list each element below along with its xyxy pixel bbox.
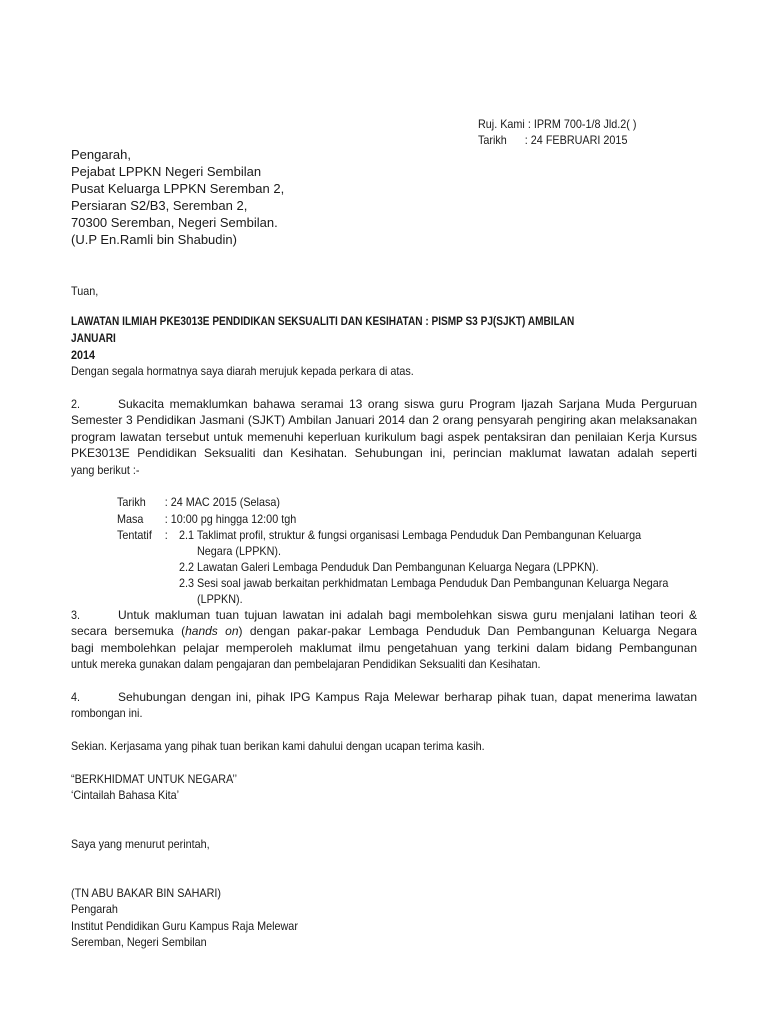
paragraph-line: program lawatan tersebut untuk memenuhi keperluan kurikulum bagi aspek pentaksiran dan penilaian Kerja Kursus	[71, 429, 697, 444]
closing-text: Sekian. Kerjasama yang pihak tuan berikan kami dahului dengan ucapan terima kasih.	[71, 739, 485, 753]
recipient-line: (U.P En.Ramli bin Shabudin)	[71, 232, 237, 247]
recipient-line: Persiaran S2/B3, Seremban 2,	[71, 198, 248, 213]
opening-text: Dengan segala hormatnya saya diarah merujuk kepada perkara di atas.	[71, 364, 414, 378]
signatory-title: Pengarah	[71, 902, 118, 917]
tentative-item: 2.3 Sesi soal jawab berkaitan perkhidmatan Lembaga Penduduk Dan Pembangunan Keluarga Negara	[179, 576, 669, 590]
paragraph-line: PKE3013E Pendidikan Seksualiti dan Kesihatan. Sehubungan ini, perincian maklumat lawatan adalah seperti	[71, 446, 697, 461]
date-line	[478, 132, 627, 148]
subject-line: 2014	[71, 348, 96, 362]
recipient-line: Pejabat LPPKN Negeri Sembilan	[71, 164, 262, 179]
detail-time-row	[117, 511, 296, 527]
detail-date-value: : 24 MAC 2015 (Selasa)	[164, 495, 280, 509]
signatory-name: (TN ABU BAKAR BIN SAHARI)	[71, 886, 222, 900]
emphasis-text: hands on	[185, 624, 239, 639]
signature-block	[71, 885, 298, 951]
paragraph-line: secara bersemuka (hands on) dengan pakar-pakar Lembaga Penduduk Dan Pembangunan Keluarga Negara	[71, 624, 697, 639]
recipient-line: Pengarah,	[71, 147, 131, 162]
paragraph-line: yang berikut :-	[71, 462, 140, 477]
paragraph-line: bagi membolehkan pelajar memperoleh maklumat ilmu pengetahuan yang terkini dalam bidang Pembangunan	[71, 640, 697, 655]
paragraph-3	[71, 607, 697, 673]
motto-line: “BERKHIDMAT UNTUK NEGARA’’	[71, 772, 238, 786]
paragraph-line: rombongan ini.	[71, 706, 143, 721]
paragraph-number: 4.	[71, 690, 81, 704]
detail-time-value: : 10:00 pg hingga 12:00 tgh	[164, 512, 297, 526]
date-value: : 24 FEBRUARI 2015	[524, 133, 628, 147]
tentative-item: 2.2 Lawatan Galeri Lembaga Penduduk Dan Pembangunan Keluarga Negara (LPPKN).	[179, 560, 599, 574]
recipient-address	[71, 146, 284, 248]
subject-heading	[71, 313, 697, 364]
paragraph-number: 2.	[71, 397, 81, 411]
detail-tentative-colon: :	[164, 528, 168, 542]
salutation: Tuan,	[71, 284, 99, 298]
detail-tentative-row	[117, 527, 168, 543]
reference-label: Ruj. Kami	[478, 117, 525, 131]
signoff-text: Saya yang menurut perintah,	[71, 837, 210, 851]
motto-line: ‘Cintailah Bahasa Kita’	[71, 788, 180, 802]
recipient-line: 70300 Seremban, Negeri Sembilan.	[71, 215, 278, 230]
paragraph-number: 3.	[71, 608, 81, 622]
detail-time-label: Masa	[117, 512, 144, 526]
reference-value: : IPRM 700-1/8 Jld.2( )	[527, 117, 637, 131]
subject-line: LAWATAN ILMIAH PKE3013E PENDIDIKAN SEKSUALITI DAN KESIHATAN : PISMP S3 PJ(SJKT) AMBILAN JANUARI	[71, 314, 575, 345]
detail-tentative-label: Tentatif	[117, 528, 152, 542]
tentative-item: 2.1 Taklimat profil, struktur & fungsi organisasi Lembaga Penduduk Dan Pembangunan Keluarga	[179, 528, 642, 542]
paragraph-line: Semester 3 Pendidikan Jasmani (SJKT) Ambilan Januari 2014 dan 2 orang pensyarah pengiring akan melaksanakan	[71, 413, 697, 428]
paragraph-2	[71, 396, 697, 478]
paragraph-line: Untuk makluman tuan tujuan lawatan ini adalah bagi membolehkan siswa guru menjalani latihan teori &	[118, 608, 697, 622]
recipient-line: Pusat Keluarga LPPKN Seremban 2,	[71, 181, 285, 196]
paragraph-line: untuk mereka gunakan dalam pengajaran dan pembelajaran Pendidikan Seksualiti dan Kesihatan.	[71, 657, 541, 672]
detail-date-row	[117, 494, 280, 510]
paragraph-line: Sehubungan dengan ini, pihak IPG Kampus Raja Melewar berharap pihak tuan, dapat menerima lawatan	[118, 690, 697, 704]
signatory-institution: Institut Pendidikan Guru Kampus Raja Melewar	[71, 918, 298, 933]
tentative-item-continuation: Negara (LPPKN).	[197, 544, 282, 558]
paragraph-4	[71, 689, 697, 722]
date-label: Tarikh	[478, 133, 507, 147]
tentative-item-continuation: (LPPKN).	[197, 592, 243, 606]
signatory-location: Seremban, Negeri Sembilan	[71, 935, 207, 950]
detail-date-label: Tarikh	[117, 495, 146, 509]
paragraph-line: Sukacita memaklumkan bahawa seramai 13 orang siswa guru Program Ijazah Sarjana Muda Perguruan	[118, 397, 697, 411]
reference-line	[478, 116, 636, 132]
